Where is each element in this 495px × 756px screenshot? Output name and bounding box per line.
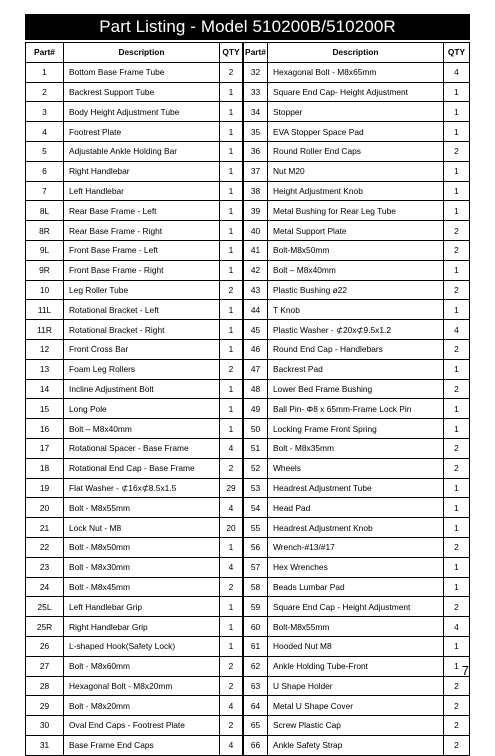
qty-cell: 1 [444,260,470,280]
description-cell: U Shape Holder [268,676,444,696]
qty-cell: 1 [220,221,243,241]
qty-cell: 1 [444,478,470,498]
part-number-cell: 20 [26,498,64,518]
description-cell: Ball Pin- Φ8 x 65mm-Frame Lock Pin [268,399,444,419]
qty-cell: 1 [444,419,470,439]
table-row [244,181,470,201]
description-cell: Square End Cap - Height Adjustment [268,597,444,617]
part-number-cell: 46 [244,339,268,359]
part-number-cell: 43 [244,280,268,300]
description-cell: Stopper [268,102,444,122]
qty-cell: 2 [220,716,243,736]
part-number-cell: 55 [244,518,268,538]
qty-cell: 20 [220,518,243,538]
part-number-cell: 19 [26,478,64,498]
part-number-cell: 35 [244,122,268,142]
part-number-header: Part# [26,43,64,63]
description-cell: Square End Cap- Height Adjustment [268,82,444,102]
table-row [26,62,243,82]
table-row [244,339,470,359]
table-row [26,300,243,320]
part-number-cell: 57 [244,557,268,577]
qty-cell: 1 [220,300,243,320]
table-row [244,280,470,300]
description-cell: EVA Stopper Space Pad [268,122,444,142]
description-cell: Bolt – M8x40mm [268,260,444,280]
description-cell: Plastic Washer - ⊄20x⊄9.5x1.2 [268,320,444,340]
qty-cell: 4 [220,696,243,716]
part-number-cell: 16 [26,419,64,439]
description-cell: Bottom Base Frame Tube [64,62,220,82]
part-number-cell: 24 [26,577,64,597]
part-number-cell: 40 [244,221,268,241]
table-row [26,82,243,102]
description-cell: Footrest Plate [64,122,220,142]
qty-cell: 1 [220,636,243,656]
table-row [26,696,243,716]
table-row [26,438,243,458]
table-row [244,498,470,518]
part-number-cell: 1 [26,62,64,82]
part-number-cell: 56 [244,537,268,557]
qty-header: QTY [220,43,243,63]
qty-cell: 2 [444,221,470,241]
qty-cell: 1 [444,201,470,221]
description-cell: Flat Washer - ⊄16x⊄8.5x1.5 [64,478,220,498]
description-cell: T Knob [268,300,444,320]
description-cell: Bolt - M8x45mm [64,577,220,597]
part-number-cell: 12 [26,339,64,359]
qty-cell: 2 [220,458,243,478]
qty-cell: 4 [444,617,470,637]
part-number-cell: 58 [244,577,268,597]
table-row [244,438,470,458]
description-cell: Round End Cap - Handlebars [268,339,444,359]
description-cell: Long Pole [64,399,220,419]
qty-cell: 2 [220,577,243,597]
page-title: Part Listing - Model 510200B/510200R [25,14,470,40]
qty-cell: 2 [444,141,470,161]
qty-cell: 2 [444,438,470,458]
qty-cell: 2 [444,458,470,478]
description-cell: Right Handlebar [64,161,220,181]
table-row [26,597,243,617]
description-cell: Backrest Pad [268,359,444,379]
part-number-cell: 49 [244,399,268,419]
part-number-cell: 38 [244,181,268,201]
table-row [244,320,470,340]
description-cell: Oval End Caps - Footrest Plate [64,716,220,736]
part-number-cell: 11L [26,300,64,320]
table-row [26,458,243,478]
description-cell: Left Handlebar Grip [64,597,220,617]
part-number-cell: 6 [26,161,64,181]
part-number-cell: 3 [26,102,64,122]
table-row [26,240,243,260]
qty-cell: 1 [220,102,243,122]
table-row [244,537,470,557]
qty-cell: 1 [220,122,243,142]
qty-cell: 1 [220,399,243,419]
table-row [26,379,243,399]
description-cell: Metal Bushing for Rear Leg Tube [268,201,444,221]
table-row [26,478,243,498]
description-cell: Rotational Bracket - Left [64,300,220,320]
part-number-cell: 34 [244,102,268,122]
description-cell: Rear Base Frame - Left [64,201,220,221]
part-listing [25,42,470,751]
description-cell: Front Base Frame - Right [64,260,220,280]
table-row [26,122,243,142]
table-row [26,636,243,656]
description-cell: Beads Lumbar Pad [268,577,444,597]
table-row [26,161,243,181]
description-cell: Bolt - M8x55mm [64,498,220,518]
part-number-cell: 27 [26,656,64,676]
part-number-cell: 45 [244,320,268,340]
description-cell: Ankle Safety Strap [268,735,444,755]
description-cell: Hooded Nut M8 [268,636,444,656]
qty-cell: 1 [444,577,470,597]
qty-cell: 4 [220,735,243,755]
qty-cell: 29 [220,478,243,498]
part-number-cell: 25L [26,597,64,617]
part-number-cell: 26 [26,636,64,656]
description-cell: Rear Base Frame - Right [64,221,220,241]
description-cell: Lower Bed Frame Bushing [268,379,444,399]
part-number-cell: 42 [244,260,268,280]
part-number-cell: 62 [244,656,268,676]
qty-cell: 4 [220,498,243,518]
part-number-cell: 5 [26,141,64,161]
table-row [244,379,470,399]
part-number-cell: 22 [26,537,64,557]
part-number-cell: 59 [244,597,268,617]
table-header-row [244,43,470,63]
qty-cell: 2 [220,676,243,696]
table-row [244,716,470,736]
table-row [244,458,470,478]
part-number-cell: 53 [244,478,268,498]
table-row [244,518,470,538]
table-row [244,617,470,637]
table-row [244,399,470,419]
part-number-cell: 15 [26,399,64,419]
table-row [26,537,243,557]
part-number-cell: 63 [244,676,268,696]
part-number-cell: 29 [26,696,64,716]
description-header: Description [268,43,444,63]
description-cell: Hexagonal Bolt - M8x65mm [268,62,444,82]
qty-cell: 1 [444,181,470,201]
qty-cell: 4 [220,438,243,458]
table-row [244,102,470,122]
table-row [26,320,243,340]
parts-table-right [243,42,470,756]
description-cell: Rotational End Cap - Base Frame [64,458,220,478]
table-header-row [26,43,243,63]
qty-cell: 1 [220,260,243,280]
description-cell: Front Cross Bar [64,339,220,359]
qty-cell: 1 [220,240,243,260]
description-cell: Bolt - M8x30mm [64,557,220,577]
qty-header: QTY [444,43,470,63]
description-cell: Bolt - M8x20mm [64,696,220,716]
qty-cell: 1 [220,181,243,201]
description-cell: Front Base Frame - Left [64,240,220,260]
part-number-cell: 8L [26,201,64,221]
table-row [244,260,470,280]
description-cell: Bolt-M8x50mm [268,240,444,260]
part-number-cell: 18 [26,458,64,478]
qty-cell: 2 [444,597,470,617]
description-cell: Bolt - M8x60mm [64,656,220,676]
qty-cell: 2 [444,240,470,260]
table-row [26,419,243,439]
qty-cell: 2 [220,656,243,676]
qty-cell: 1 [444,161,470,181]
part-number-cell: 9R [26,260,64,280]
table-row [244,597,470,617]
qty-cell: 1 [220,201,243,221]
page-number: 7 [461,663,469,678]
description-cell: Backrest Support Tube [64,82,220,102]
description-cell: Bolt - M8x35mm [268,438,444,458]
part-number-cell: 37 [244,161,268,181]
qty-cell: 1 [220,379,243,399]
qty-cell: 1 [444,656,470,676]
table-row [26,676,243,696]
description-cell: Hex Wrenches [268,557,444,577]
description-cell: Wrench-#13/#17 [268,537,444,557]
table-row [244,696,470,716]
qty-cell: 1 [444,122,470,142]
table-row [244,676,470,696]
qty-cell: 2 [220,359,243,379]
description-cell: Nut M20 [268,161,444,181]
qty-cell: 1 [444,518,470,538]
description-cell: Headrest Adjustment Tube [268,478,444,498]
part-number-cell: 7 [26,181,64,201]
qty-cell: 2 [220,62,243,82]
table-row [244,62,470,82]
description-header: Description [64,43,220,63]
table-row [26,617,243,637]
table-row [26,557,243,577]
qty-cell: 4 [220,557,243,577]
part-number-cell: 9L [26,240,64,260]
qty-cell: 1 [444,102,470,122]
description-cell: Bolt-M8x55mm [268,617,444,637]
part-number-cell: 11R [26,320,64,340]
table-row [26,577,243,597]
description-cell: Ankle Holding Tube-Front [268,656,444,676]
qty-cell: 1 [220,617,243,637]
description-cell: Metal Support Plate [268,221,444,241]
part-number-cell: 30 [26,716,64,736]
table-row [244,478,470,498]
qty-cell: 2 [220,280,243,300]
part-number-cell: 64 [244,696,268,716]
part-number-cell: 2 [26,82,64,102]
description-cell: Bolt – M8x40mm [64,419,220,439]
description-cell: Left Handlebar [64,181,220,201]
part-number-cell: 23 [26,557,64,577]
part-number-cell: 31 [26,735,64,755]
description-cell: Headrest Adjustment Knob [268,518,444,538]
description-cell: Head Pad [268,498,444,518]
part-number-cell: 17 [26,438,64,458]
description-cell: Hexagonal Bolt - M8x20mm [64,676,220,696]
table-row [26,181,243,201]
qty-cell: 1 [444,359,470,379]
qty-cell: 1 [444,498,470,518]
description-cell: Adjustable Ankle Holding Bar [64,141,220,161]
part-number-cell: 10 [26,280,64,300]
part-number-cell: 60 [244,617,268,637]
qty-cell: 2 [444,696,470,716]
description-cell: Height Adjustment Knob [268,181,444,201]
qty-cell: 1 [220,320,243,340]
table-row [26,359,243,379]
table-row [26,735,243,755]
description-cell: Foam Leg Rollers [64,359,220,379]
qty-cell: 1 [220,141,243,161]
qty-cell: 4 [444,62,470,82]
qty-cell: 1 [444,557,470,577]
qty-cell: 1 [220,419,243,439]
part-number-cell: 8R [26,221,64,241]
table-row [244,419,470,439]
qty-cell: 1 [220,597,243,617]
qty-cell: 1 [444,399,470,419]
part-number-cell: 48 [244,379,268,399]
part-number-cell: 33 [244,82,268,102]
table-row [244,577,470,597]
qty-cell: 2 [444,379,470,399]
table-row [244,636,470,656]
table-row [244,201,470,221]
qty-cell: 2 [444,716,470,736]
table-row [26,339,243,359]
part-number-cell: 14 [26,379,64,399]
description-cell: Body Height Adjustment Tube [64,102,220,122]
table-row [244,735,470,755]
part-number-cell: 36 [244,141,268,161]
qty-cell: 2 [444,537,470,557]
description-cell: Base Frame End Caps [64,735,220,755]
part-number-cell: 47 [244,359,268,379]
table-row [26,102,243,122]
table-row [244,221,470,241]
description-cell: Bolt - M8x50mm [64,537,220,557]
part-number-cell: 66 [244,735,268,755]
table-row [244,240,470,260]
description-cell: Round Roller End Caps [268,141,444,161]
qty-cell: 1 [220,537,243,557]
qty-cell: 4 [444,320,470,340]
table-row [26,280,243,300]
parts-table-left [25,42,243,756]
table-row [26,656,243,676]
description-cell: Right Handlebar Grip [64,617,220,637]
part-number-cell: 28 [26,676,64,696]
qty-cell: 2 [444,676,470,696]
part-number-cell: 41 [244,240,268,260]
part-number-cell: 25R [26,617,64,637]
part-number-cell: 65 [244,716,268,736]
table-row [26,141,243,161]
table-row [244,82,470,102]
part-number-cell: 13 [26,359,64,379]
qty-cell: 1 [444,300,470,320]
table-row [244,161,470,181]
table-row [26,498,243,518]
table-row [244,122,470,142]
description-cell: Rotational Bracket - Right [64,320,220,340]
description-cell: Rotational Spacer - Base Frame [64,438,220,458]
part-number-cell: 39 [244,201,268,221]
table-row [244,359,470,379]
description-cell: Plastic Bushing ø22 [268,280,444,300]
table-row [244,656,470,676]
part-number-cell: 44 [244,300,268,320]
description-cell: Screw Plastic Cap [268,716,444,736]
description-cell: Wheels [268,458,444,478]
qty-cell: 1 [444,82,470,102]
description-cell: L-shaped Hook(Safety Lock) [64,636,220,656]
description-cell: Locking Frame Front Spring [268,419,444,439]
qty-cell: 1 [220,339,243,359]
table-row [26,221,243,241]
table-row [26,716,243,736]
description-cell: Metal U Shape Cover [268,696,444,716]
qty-cell: 1 [220,82,243,102]
part-number-cell: 32 [244,62,268,82]
part-number-cell: 51 [244,438,268,458]
table-row [244,557,470,577]
part-number-header: Part# [244,43,268,63]
part-number-cell: 21 [26,518,64,538]
table-row [26,201,243,221]
part-number-cell: 4 [26,122,64,142]
part-number-cell: 50 [244,419,268,439]
table-row [26,260,243,280]
part-number-cell: 54 [244,498,268,518]
part-number-cell: 52 [244,458,268,478]
description-cell: Leg Roller Tube [64,280,220,300]
qty-cell: 2 [444,339,470,359]
table-row [26,518,243,538]
description-cell: Lock Nut - M8 [64,518,220,538]
qty-cell: 2 [444,735,470,755]
qty-cell: 1 [444,636,470,656]
table-row [244,300,470,320]
description-cell: Incline Adjustment Bolt [64,379,220,399]
table-row [26,399,243,419]
qty-cell: 2 [444,280,470,300]
qty-cell: 1 [220,161,243,181]
part-number-cell: 61 [244,636,268,656]
table-row [244,141,470,161]
